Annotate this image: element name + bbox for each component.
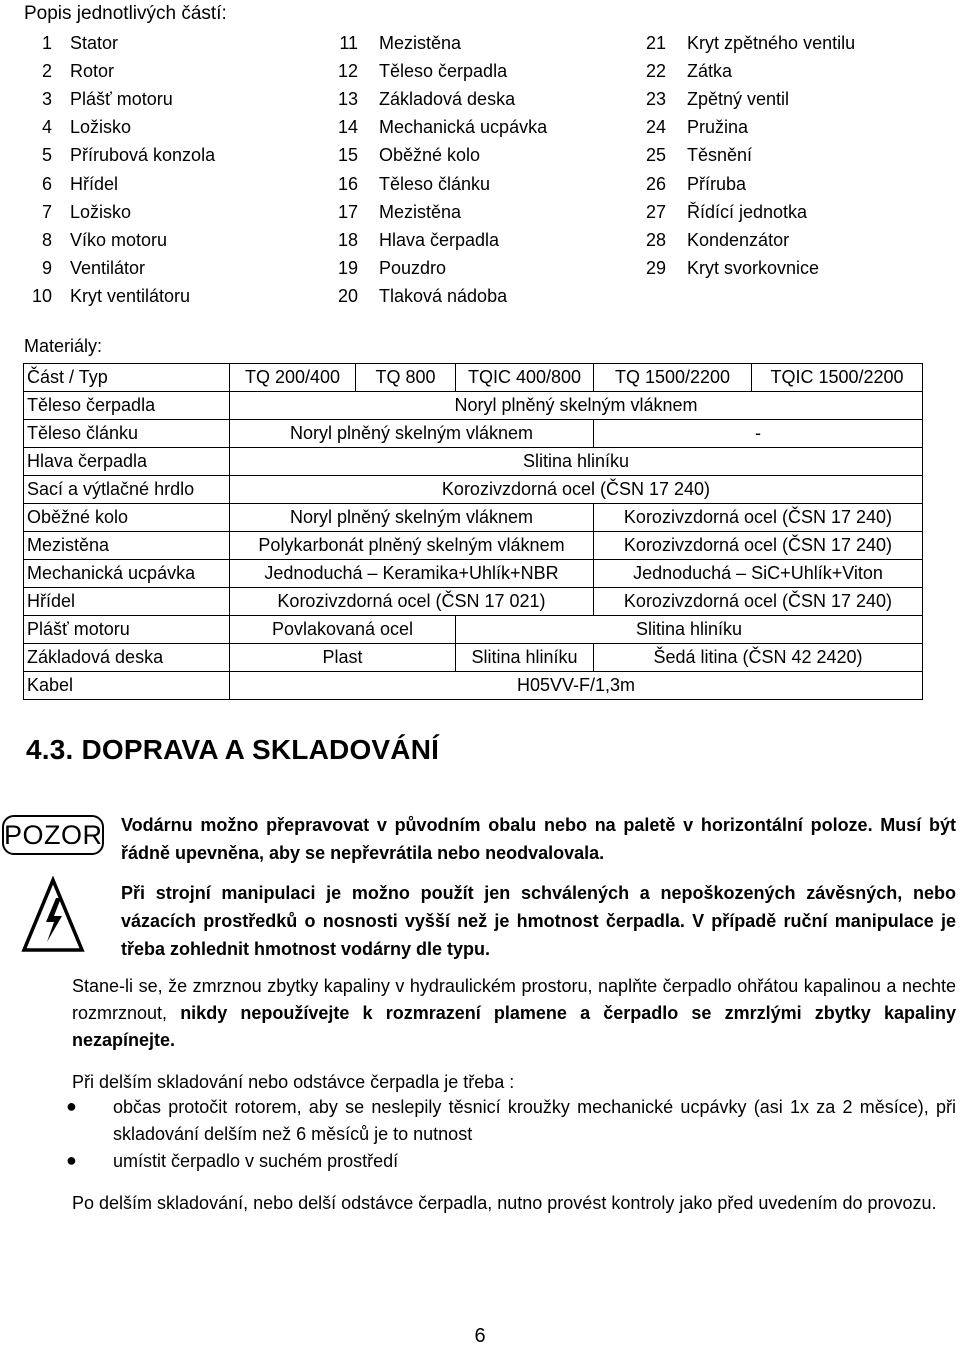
row-label: Oběžné kolo — [24, 504, 230, 532]
part-number: 22 — [645, 61, 666, 82]
list-item: občas protočit rotorem, aby se neslepily těsnicí kroužky mechanické ucpávky (asi 1x za 2 měsíce), při skladování delším než 6 měsíců je to nutnost — [113, 1097, 956, 1144]
part-name: Řídící jednotka — [687, 201, 808, 222]
part-number: 4 — [41, 117, 52, 138]
table-cell: - — [594, 420, 923, 448]
part-number: 15 — [337, 145, 358, 166]
part-number: 1 — [41, 33, 52, 53]
part-name: Ložisko — [70, 117, 132, 138]
table-cell: Slitina hliníku — [456, 644, 594, 672]
table-cell: Polykarbonát plněný skelným vláknem — [230, 532, 594, 560]
table-cell: Plast — [230, 644, 456, 672]
row-label: Hlava čerpadla — [24, 448, 230, 476]
bullet-icon: ● — [66, 1096, 77, 1116]
part-name: Ložisko — [70, 201, 132, 222]
bullet-icon: ● — [66, 1150, 77, 1170]
part-name: Rotor — [70, 61, 115, 82]
part-number: 10 — [31, 285, 52, 306]
part-number: 21 — [645, 33, 666, 53]
part-name: Tlaková nádoba — [379, 285, 508, 306]
high-voltage-warning-icon — [20, 876, 86, 956]
table-cell: Korozivzdorná ocel (ČSN 17 240) — [594, 588, 923, 616]
part-name: Stator — [70, 33, 119, 53]
pozor-label: POZOR — [2, 815, 104, 855]
part-number: 27 — [645, 201, 666, 222]
final-paragraph: Po delším skladování, nebo delší odstávce čerpadla, nutno provést kontroly jako před uvedením do provozu. — [72, 1193, 937, 1213]
part-number: 11 — [339, 33, 358, 53]
part-name: Zátka — [687, 61, 733, 82]
table-header-cell: TQIC 400/800 — [456, 364, 594, 392]
part-number: 9 — [41, 257, 52, 278]
part-number: 8 — [41, 229, 52, 250]
table-cell: Korozivzdorná ocel (ČSN 17 240) — [594, 532, 923, 560]
part-number: 29 — [645, 257, 666, 278]
table-cell: Jednoduchá – SiC+Uhlík+Viton — [594, 560, 923, 588]
table-header-row — [24, 364, 923, 392]
part-name: Zpětný ventil — [687, 89, 790, 110]
part-name: Ventilátor — [70, 257, 146, 278]
list-item: umístit čerpadlo v suchém prostředí — [113, 1151, 399, 1171]
handling-warning-text: Při strojní manipulaci je možno použít jen schválených a nepoškozených závěsných, nebo vázacích prostředků o nosnosti vyšší než je hmotnost čerpadla. V případě ruční manipulace je třeba zohlednit hmotnost vodárny dle typu. — [121, 883, 956, 959]
table-row — [24, 616, 923, 644]
part-name: Základová deska — [379, 89, 516, 110]
part-number: 13 — [337, 89, 358, 110]
part-name: Víko motoru — [70, 229, 168, 250]
part-number: 7 — [41, 201, 52, 222]
part-number: 19 — [337, 257, 358, 278]
row-label: Plášť motoru — [24, 616, 230, 644]
part-name: Plášť motoru — [70, 89, 173, 110]
storage-intro: Při delším skladování nebo odstávce čerpadla je třeba : — [72, 1072, 515, 1092]
part-number: 3 — [41, 89, 52, 110]
part-number: 20 — [337, 285, 358, 306]
part-number: 25 — [645, 145, 666, 166]
table-header-cell: TQ 200/400 — [230, 364, 356, 392]
table-cell: Povlakovaná ocel — [230, 616, 456, 644]
part-number: 12 — [337, 61, 358, 82]
part-name: Pouzdro — [379, 257, 447, 278]
table-header-cell: TQ 1500/2200 — [594, 364, 752, 392]
part-name: Příruba — [687, 173, 747, 194]
row-label: Sací a výtlačné hrdlo — [24, 476, 230, 504]
materials-heading: Materiály: — [24, 336, 103, 356]
table-row — [24, 560, 923, 588]
table-cell: Slitina hliníku — [230, 448, 923, 476]
part-name: Pružina — [687, 117, 749, 138]
table-row — [24, 504, 923, 532]
row-label: Základová deska — [24, 644, 230, 672]
row-label: Mezistěna — [24, 532, 230, 560]
row-label: Mechanická ucpávka — [24, 560, 230, 588]
part-name: Kryt svorkovnice — [687, 257, 820, 278]
table-cell: Noryl plněný skelným vláknem — [230, 504, 594, 532]
frost-bold-text: nikdy nepoužívejte k rozmrazení plamene a čerpadlo se zmrzlými zbytky kapaliny nezapínejte. — [72, 1003, 956, 1050]
part-name: Přírubová konzola — [70, 145, 216, 166]
part-number: 6 — [41, 173, 52, 194]
frost-text: Stane-li se, že zmrznou zbytky kapaliny v hydraulickém prostoru, naplňte čerpadlo ohřátou kapalinou a nechte rozmrznout, — [72, 976, 956, 1023]
transport-warning-text: Vodárnu možno přepravovat v původním obalu nebo na paletě v horizontální poloze. Musí být řádně upevněna, aby se nepřevrátila nebo neodvalovala. — [121, 815, 956, 863]
part-number: 17 — [337, 201, 358, 222]
part-name: Hlava čerpadla — [379, 229, 500, 250]
page-number: 6 — [474, 1325, 486, 1347]
part-number: 24 — [645, 117, 666, 138]
table-cell: Noryl plněný skelným vláknem — [230, 420, 594, 448]
table-row — [24, 420, 923, 448]
table-row — [24, 588, 923, 616]
table-row — [24, 448, 923, 476]
table-cell: Korozivzdorná ocel (ČSN 17 240) — [594, 504, 923, 532]
part-number: 16 — [337, 173, 358, 194]
part-number: 26 — [645, 173, 666, 194]
row-label: Hřídel — [24, 588, 230, 616]
row-label: Těleso čerpadla — [24, 392, 230, 420]
part-number: 28 — [645, 229, 666, 250]
part-name: Mezistěna — [379, 201, 462, 222]
table-row — [24, 532, 923, 560]
table-cell: Šedá litina (ČSN 42 2420) — [594, 644, 923, 672]
parts-heading: Popis jednotlivých částí: — [24, 3, 227, 24]
part-name: Kondenzátor — [687, 229, 790, 250]
part-name: Hřídel — [70, 173, 119, 194]
part-name: Těleso článku — [379, 173, 491, 194]
table-header-cell: TQIC 1500/2200 — [752, 364, 923, 392]
table-header-cell: TQ 800 — [356, 364, 456, 392]
part-name: Oběžné kolo — [379, 145, 481, 166]
table-cell: Slitina hliníku — [456, 616, 923, 644]
part-number: 23 — [645, 89, 666, 110]
table-row — [24, 644, 923, 672]
table-cell: Korozivzdorná ocel (ČSN 17 021) — [230, 588, 594, 616]
part-name: Těsnění — [687, 145, 753, 166]
part-name: Kryt zpětného ventilu — [687, 33, 856, 53]
table-row — [24, 672, 923, 700]
part-name: Kryt ventilátoru — [70, 285, 191, 306]
table-cell: H05VV-F/1,3m — [230, 672, 923, 700]
part-number: 18 — [337, 229, 358, 250]
table-row — [24, 476, 923, 504]
table-cell: Noryl plněný skelným vláknem — [230, 392, 923, 420]
table-cell: Korozivzdorná ocel (ČSN 17 240) — [230, 476, 923, 504]
part-number: 5 — [41, 145, 52, 166]
table-header-cell: Část / Typ — [24, 364, 230, 392]
row-label: Kabel — [24, 672, 230, 700]
part-name: Mezistěna — [379, 33, 462, 53]
part-number: 2 — [41, 61, 52, 82]
row-label: Těleso článku — [24, 420, 230, 448]
table-row — [24, 392, 923, 420]
part-name: Mechanická ucpávka — [379, 117, 548, 138]
frost-paragraph — [72, 973, 956, 1054]
part-number: 14 — [337, 117, 358, 138]
section-title: 4.3. DOPRAVA A SKLADOVÁNÍ — [26, 734, 440, 765]
part-name: Těleso čerpadla — [379, 61, 508, 82]
table-cell: Jednoduchá – Keramika+Uhlík+NBR — [230, 560, 594, 588]
materials-table — [23, 363, 923, 700]
